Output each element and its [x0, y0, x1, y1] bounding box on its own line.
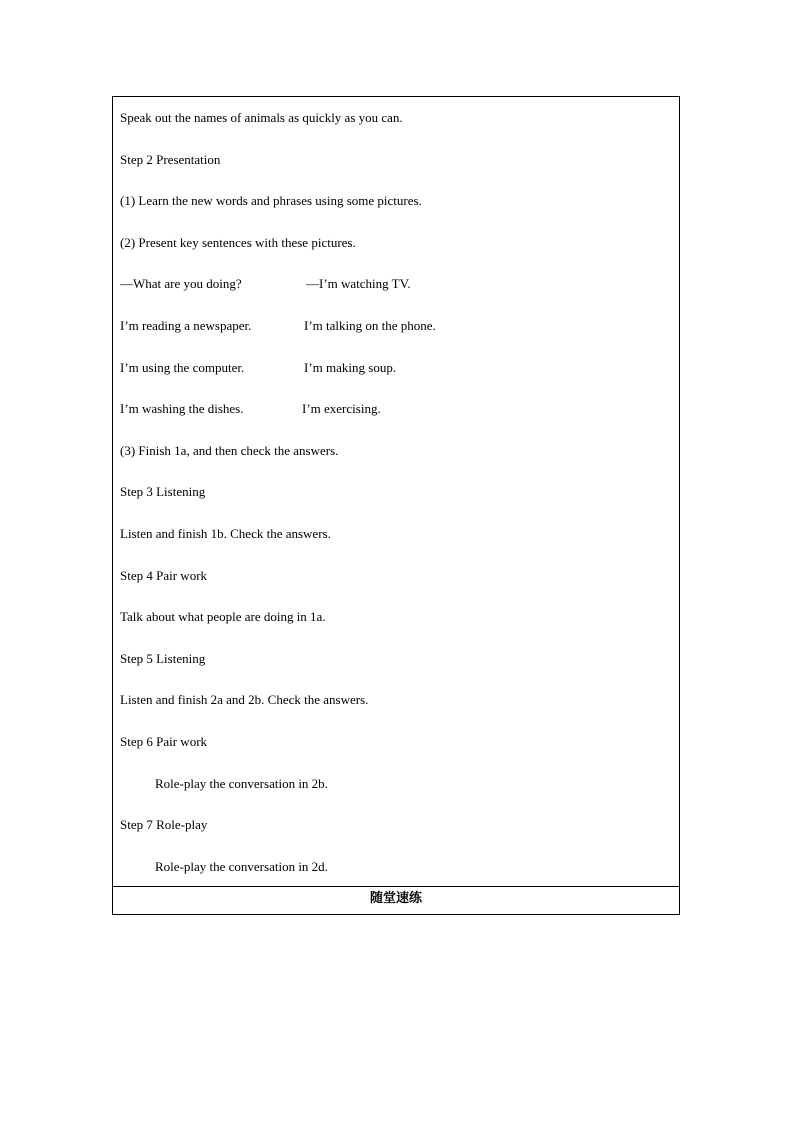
- step-heading: Step 7 Role-play: [120, 817, 208, 833]
- step-line: (1) Learn the new words and phrases using some pictures.: [120, 193, 422, 209]
- step-line: Listen and finish 1b. Check the answers.: [120, 525, 331, 541]
- step-heading: Step 3 Listening: [120, 484, 206, 500]
- lesson-steps-cell: [113, 97, 679, 887]
- step-heading: Step 2 Presentation: [120, 151, 221, 167]
- step-line: (3) Finish 1a, and then check the answers.: [120, 442, 339, 458]
- sentence-pair: [120, 317, 679, 359]
- intro-line: Speak out the names of animals as quickly as you can.: [120, 110, 403, 125]
- step-heading: Step 6 Pair work: [120, 733, 208, 749]
- sentence-right: I’m making soup.: [304, 359, 397, 375]
- step-line: Role-play the conversation in 2d.: [155, 858, 328, 874]
- step-line: Listen and finish 2a and 2b. Check the answers.: [120, 692, 369, 708]
- sentence-right: —I’m watching TV.: [306, 276, 411, 292]
- sentence-left: I’m using the computer.: [120, 359, 245, 375]
- step-heading: Step 5 Listening: [120, 650, 206, 666]
- sentence-left: I’m reading a newspaper.: [120, 317, 252, 333]
- step-line: (2) Present key sentences with these pictures.: [120, 234, 356, 250]
- sentence-right: I’m exercising.: [302, 401, 381, 417]
- sentence-pair: [120, 275, 679, 317]
- step-line: Talk about what people are doing in 1a.: [120, 609, 326, 625]
- sentence-pair: [120, 400, 679, 442]
- sentence-right: I’m talking on the phone.: [304, 317, 436, 333]
- sentence-pair: [120, 359, 679, 401]
- step-heading: Step 4 Pair work: [120, 567, 208, 583]
- lesson-table: [112, 96, 680, 915]
- sentence-left: I’m washing the dishes.: [120, 401, 244, 417]
- step-line: Role-play the conversation in 2b.: [155, 775, 328, 791]
- section-title: 随堂速练: [369, 890, 422, 906]
- sentence-left: —What are you doing?: [120, 276, 242, 292]
